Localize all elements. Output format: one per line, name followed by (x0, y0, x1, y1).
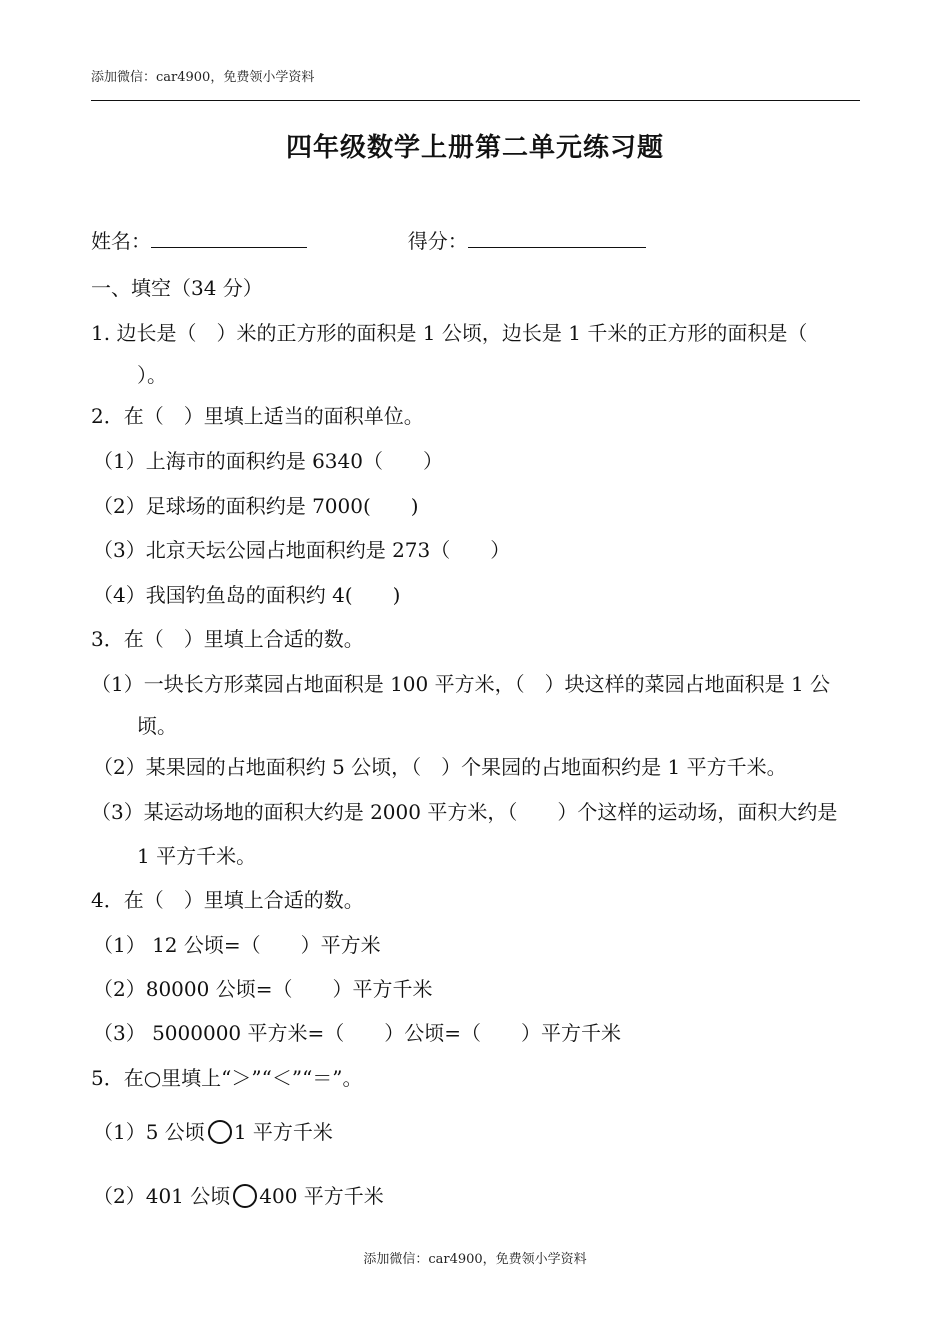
q2-item-3: （3）北京天坛公园占地面积约是 273（ ） (93, 538, 511, 562)
compare-circle-2[interactable] (233, 1184, 257, 1208)
q3-item-2: （2）某果园的占地面积约 5 公顷，（ ）个果园的占地面积约是 1 平方千米。 (93, 755, 787, 779)
q3-stem: 3．在（ ）里填上合适的数。 (91, 627, 364, 651)
q3-item-3-line1: （3）某运动场地的面积大约是 2000 平方米，（ ）个这样的运动场，面积大约是 (91, 800, 838, 824)
score-blank[interactable] (468, 229, 646, 248)
score-label: 得分： (407, 229, 468, 253)
q3-item-1-line1: （1）一块长方形菜园占地面积是 100 平方米，（ ）块这样的菜园占地面积是 1 公 (91, 672, 831, 696)
q3-item-3-line2: 1 平方千米。 (137, 844, 257, 868)
q5-item-2 (93, 1180, 384, 1209)
page-title: 四年级数学上册第二单元练习题 (285, 133, 664, 163)
q5-item-1 (93, 1116, 333, 1145)
section-heading: 一、填空（34 分） (91, 276, 263, 300)
q5-item-2-left: （2）401 公顷 (93, 1184, 231, 1208)
header-note: 添加微信：car4900，免费领小学资料 (91, 70, 315, 85)
q2-item-4: （4）我国钓鱼岛的面积约 4( ) (93, 583, 401, 607)
q5-item-2-right: 400 平方千米 (259, 1184, 384, 1208)
q2-item-1: （1）上海市的面积约是 6340（ ） (93, 449, 443, 473)
q4-item-3: （3） 5000000 平方米=（ ）公顷=（ ）平方千米 (93, 1021, 622, 1045)
name-label: 姓名： (91, 229, 151, 253)
name-blank[interactable] (151, 229, 307, 248)
q5-item-1-left: （1）5 公顷 (93, 1120, 205, 1144)
header-divider (91, 100, 860, 101)
q5-stem: 5．在○里填上“＞”“＜”“＝”。 (91, 1066, 363, 1090)
q5-item-1-right: 1 平方千米 (233, 1120, 333, 1144)
q1-line2: ）。 (137, 363, 167, 387)
q4-stem: 4．在（ ）里填上合适的数。 (91, 888, 364, 912)
q4-item-2: （2）80000 公顷=（ ）平方千米 (93, 977, 433, 1001)
q2-item-2: （2）足球场的面积约是 7000( ) (93, 494, 419, 518)
q3-item-1-line2: 顷。 (137, 714, 177, 738)
q4-item-1: （1） 12 公顷=（ ）平方米 (93, 933, 381, 957)
q2-stem: 2．在（ ）里填上适当的面积单位。 (91, 404, 424, 428)
compare-circle-1[interactable] (208, 1120, 232, 1144)
student-info-row (91, 225, 646, 254)
q1-line1: 1. 边长是（ ）米的正方形的面积是 1 公顷，边长是 1 千米的正方形的面积是（ (91, 321, 808, 345)
footer-note: 添加微信：car4900，免费领小学资料 (363, 1252, 587, 1267)
